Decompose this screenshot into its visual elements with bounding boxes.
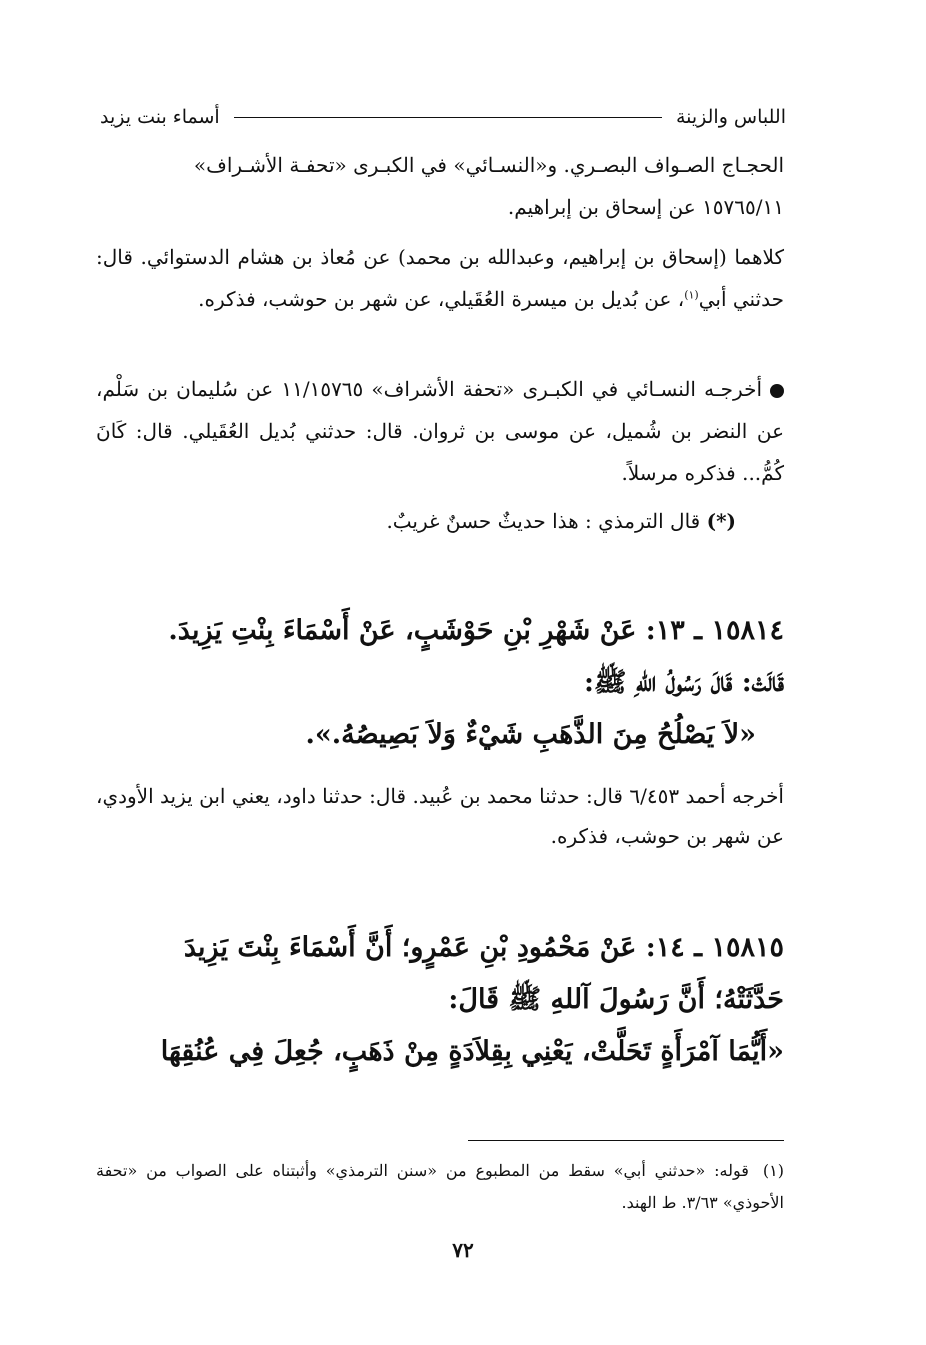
paragraph-tirmidhi-note (96, 500, 736, 542)
takhrij-text: أخرجـه النسـائي في الكبـرى «تحفة الأشراف» ١١/١٥٧٦٥ عن سُليمان بن سَلْم، عن النضر بن شُميل، عن موسى بن ثروان. قال: حدثني بُديل العُقَيلي. قال: كَانَ كُمُّ... فذكره مرسلاً. (96, 377, 784, 485)
header-chapter: أسماء بنت يزيد (100, 106, 220, 128)
paragraph-continuation (96, 144, 784, 228)
paragraph-chain (96, 236, 784, 320)
running-header (100, 100, 786, 134)
footnote (96, 1155, 784, 1219)
hadith-line: قَالَتْ: قَالَ رَسُولُ اللهِ ﷺ: (583, 667, 784, 698)
header-rule (234, 117, 662, 118)
takhrij-13 (96, 776, 784, 856)
hadith-14 (96, 922, 784, 1078)
page-number: ٧٢ (452, 1238, 474, 1262)
tirmidhi-text: قال الترمذي : هذا حديثٌ حسنٌ غريبٌ. (386, 509, 701, 533)
paragraph-text (96, 500, 736, 542)
paragraph-text (96, 368, 784, 494)
hadith-line: «أَيُّمَا آمْرَأَةٍ تَحَلَّتْ، يَعْنِي بِقِلاَدَةٍ مِنْ ذَهَبٍ، جُعِلَ فِي عُنُقِهَا (160, 1036, 784, 1067)
hadith-line: ١٥٨١٤ ـ ١٣: عَنْ شَهْرِ بْنِ حَوْشَبٍ، عَنْ أَسْمَاءَ بِنْتِ يَزِيدَ. (168, 615, 784, 646)
hadith-line: حَدَّثَتْهُ؛ أَنَّ رَسُولَ آللهِ ﷺ قَالَ: (448, 984, 784, 1015)
footnote-ref: (١) (684, 288, 699, 302)
paragraph-takhrij-nasai (96, 368, 784, 494)
chain-text-a: كلاهما (إسحاق بن إبراهيم، وعبدالله بن محمد) عن مُعاذ بن هشام الدستوائي. قال: حدثني أبي (96, 245, 784, 311)
footnote-text: قوله: «حدثني أبي» سقط من المطبوع من «سنن الترمذي» وأثبتناه على الصواب من «تحفة الأحوذي» ٣/٦٣. ط الهند. (96, 1161, 784, 1212)
hadith-13 (96, 605, 784, 761)
hadith-line: «لاَ يَصْلُحُ مِنَ الذَّهَبِ شَيْءٌ وَلاَ بَصِيصُهُ.». (305, 719, 756, 750)
takhrij-text: أخرجه أحمد ٦/٤٥٣ قال: حدثنا محمد بن عُبيد. قال: حدثنا داود، يعني ابن يزيد الأودي، عن شهر بن حوشب، فذكره. (96, 784, 784, 848)
hadith-line: ١٥٨١٥ ـ ١٤: عَنْ مَحْمُودِ بْنِ عَمْرٍو؛ أَنَّ أَسْمَاءَ بِنْتَ يَزِيدَ (183, 932, 784, 963)
bullet-icon (770, 384, 784, 398)
footnote-rule (468, 1140, 784, 1141)
star-marker: (*) (706, 509, 736, 533)
footnote-number: (١) (762, 1161, 784, 1180)
chain-text-b: ، عن بُديل بن ميسرة العُقَيلي، عن شهر بن حوشب، فذكره. (198, 287, 685, 311)
paragraph-text (96, 236, 784, 320)
header-book-section: اللباس والزينة (675, 106, 786, 128)
paragraph-line: ١٥٧٦٥/١١ عن إسحاق بن إبراهيم. (507, 195, 784, 219)
paragraph-line: الحجـاج الصـواف البصـري. و«النسـائي» في الكبـرى «تحفـة الأشـراف» (193, 153, 784, 177)
